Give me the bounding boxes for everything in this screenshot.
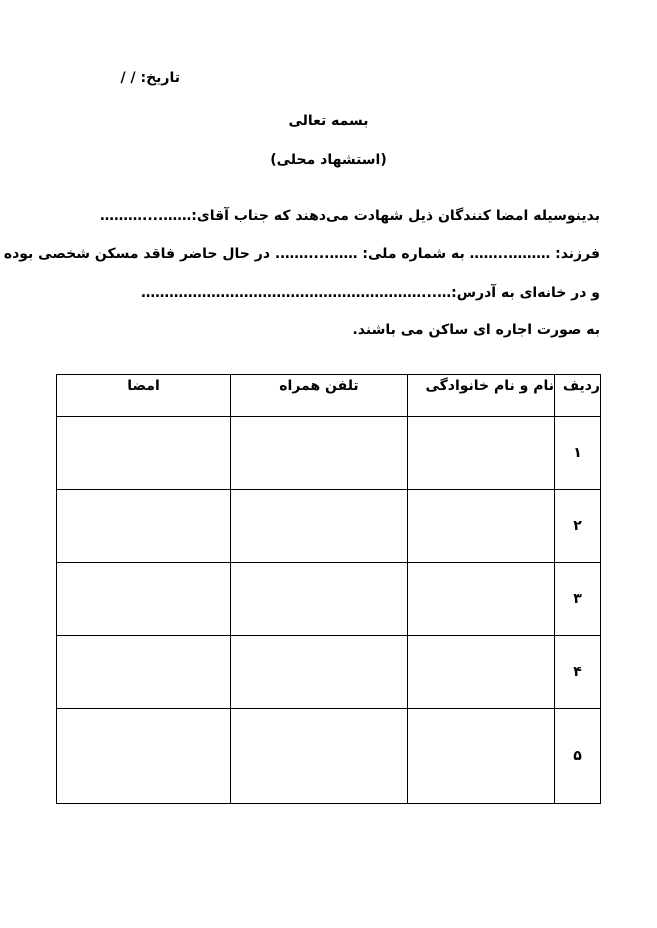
phone-cell[interactable] (231, 563, 408, 636)
row-number: ۴ (555, 636, 601, 709)
row-number: ۱ (555, 417, 601, 490)
phone-cell[interactable] (231, 490, 408, 563)
document-title: (استشهاد محلی) (270, 152, 387, 168)
row-number: ۳ (555, 563, 601, 636)
name-cell[interactable] (408, 709, 555, 804)
name-cell[interactable] (408, 417, 555, 490)
table-row (57, 709, 601, 804)
phone-cell[interactable] (231, 709, 408, 804)
signature-cell[interactable] (57, 490, 231, 563)
row-number: ۵ (555, 709, 601, 804)
header-row-number: ردیف (555, 375, 601, 417)
header-signature: امضا (57, 375, 231, 417)
table-row (57, 417, 601, 490)
phone-cell[interactable] (231, 636, 408, 709)
body-line-3: و در خانه‌ای به آدرس:…...…………………………………………………… (141, 285, 600, 301)
name-cell[interactable] (408, 636, 555, 709)
body-line-4: به صورت اجاره ای ساکن می باشند. (352, 322, 600, 338)
body-line-1: بدینوسیله امضا کنندگان ذیل شهادت می‌دهند که جناب آقای:……....……… (100, 208, 600, 224)
body-line-2: فرزند: ………..…… به شماره ملی: ……....……. در حال حاضر فاقد مسکن شخصی بوده (3, 246, 600, 262)
phone-cell[interactable] (231, 417, 408, 490)
header-mobile-phone: تلفن همراه (231, 375, 408, 417)
row-number: ۲ (555, 490, 601, 563)
name-cell[interactable] (408, 490, 555, 563)
header-full-name: نام و نام خانوادگی (408, 375, 555, 417)
signature-cell[interactable] (57, 709, 231, 804)
name-cell[interactable] (408, 563, 555, 636)
table-header-row (57, 375, 601, 417)
signature-cell[interactable] (57, 563, 231, 636)
table-row (57, 490, 601, 563)
signature-cell[interactable] (57, 636, 231, 709)
signature-cell[interactable] (57, 417, 231, 490)
table-row (57, 563, 601, 636)
table-row (57, 636, 601, 709)
basmala-heading: بسمه تعالی (288, 113, 369, 129)
witness-table (56, 374, 601, 804)
date-field: تاریخ: / / (120, 70, 180, 86)
